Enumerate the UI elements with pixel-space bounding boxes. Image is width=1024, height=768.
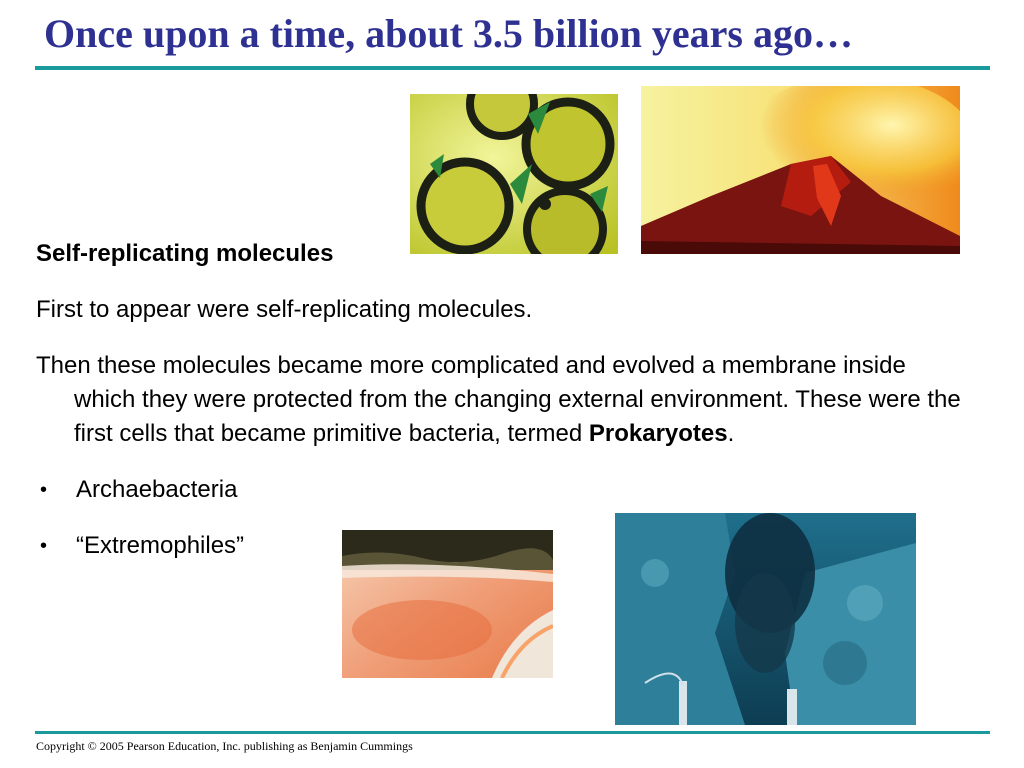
- bullet-text: Archaebacteria: [76, 476, 238, 503]
- protocell-spheres-photo: [410, 94, 618, 254]
- bullet-item: [36, 473, 966, 507]
- footer-divider: [35, 731, 990, 734]
- volcano-eruption-photo: [641, 86, 960, 254]
- paragraph-first-appear: First to appear were self-replicating molecules.: [36, 296, 533, 323]
- paragraph-prokaryotes: [36, 349, 966, 451]
- hydrothermal-vent-photo: [615, 513, 916, 725]
- bullet-dot: •: [40, 479, 48, 501]
- prokaryotes-term: Prokaryotes: [588, 420, 728, 447]
- slide-title: Once upon a time, about 3.5 billion years ago…: [44, 11, 853, 56]
- copyright-footer: Copyright © 2005 Pearson Education, Inc. publishing as Benjamin Cummings: [36, 739, 413, 753]
- section-heading: Self-replicating molecules: [36, 240, 334, 267]
- hot-spring-photo: [342, 530, 553, 678]
- paragraph-prokaryotes-end: .: [727, 420, 735, 447]
- bullet-text: “Extremophiles”: [76, 532, 245, 559]
- title-divider: [35, 66, 990, 70]
- paragraph-prokaryotes-text: Then these molecules became more complicated and evolved a membrane inside which they were protected from the changing external environment. These were the first cells that became primitive bacteria, termed: [36, 352, 961, 447]
- bullet-dot: •: [40, 535, 48, 557]
